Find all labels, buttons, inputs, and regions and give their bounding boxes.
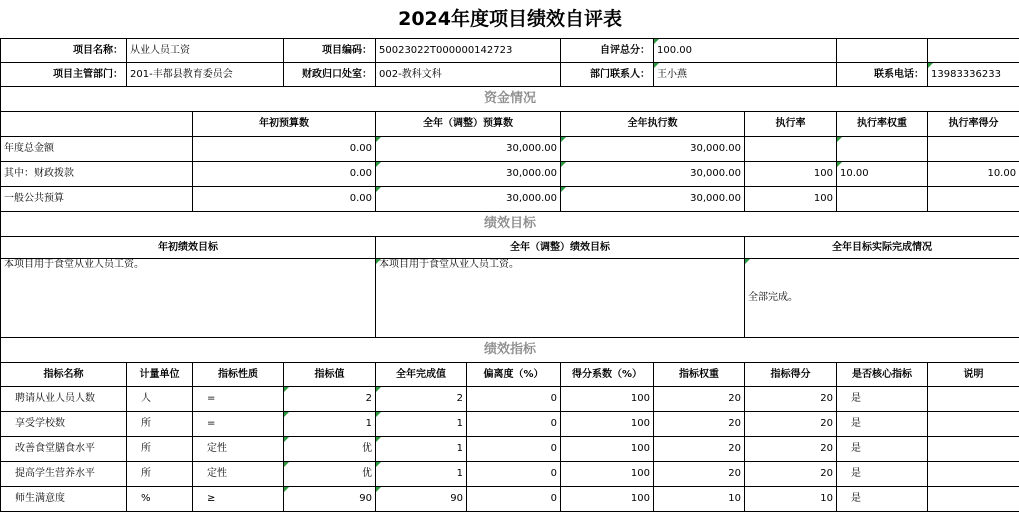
goals-header-row xyxy=(1,237,1019,259)
ind-unit-cell[interactable]: 所 xyxy=(127,412,193,437)
funds-header-weight: 执行率权重 xyxy=(837,112,928,137)
ind-header-unit: 计量单位 xyxy=(127,363,193,387)
goals-adjusted-cell[interactable]: 本项目用于食堂从业人员工资。 xyxy=(376,259,745,338)
dept-cell[interactable]: 201-丰都县教育委员会 xyxy=(127,63,284,87)
funds-adjusted-cell[interactable]: 30,000.00 xyxy=(376,137,561,162)
funds-score-cell[interactable] xyxy=(928,137,1019,162)
ind-header-deviation: 偏离度（%） xyxy=(467,363,561,387)
funds-row xyxy=(1,137,1019,162)
ind-target-cell[interactable]: 2 xyxy=(284,387,376,412)
funds-weight-cell[interactable] xyxy=(837,137,928,162)
empty-cell[interactable] xyxy=(837,39,928,63)
funds-weight-cell[interactable]: 10.00 xyxy=(837,162,928,187)
goals-content-row xyxy=(1,259,1019,338)
funds-executed-cell[interactable]: 30,000.00 xyxy=(561,187,745,212)
ind-name-cell[interactable]: 师生满意度 xyxy=(1,487,127,512)
contact-label: 部门联系人： xyxy=(561,63,654,87)
finance-office-cell[interactable]: 002-教科文科 xyxy=(376,63,561,87)
funds-row-name: 年度总金额 xyxy=(1,137,193,162)
ind-actual-cell[interactable]: 2 xyxy=(376,387,467,412)
project-name-cell[interactable]: 从业人员工资 xyxy=(127,39,284,63)
indicator-row xyxy=(1,462,1019,487)
ind-actual-cell[interactable]: 90 xyxy=(376,487,467,512)
ind-note-cell[interactable] xyxy=(928,487,1019,512)
ind-core-cell[interactable]: 是 xyxy=(837,412,928,437)
funds-header-executed: 全年执行数 xyxy=(561,112,745,137)
ind-score-cell[interactable]: 20 xyxy=(745,387,837,412)
ind-nature-cell[interactable]: 定性 xyxy=(193,462,284,487)
ind-unit-cell[interactable]: 所 xyxy=(127,462,193,487)
phone-label: 联系电话： xyxy=(837,63,928,87)
ind-header-weight: 指标权重 xyxy=(654,363,745,387)
self-score-label: 自评总分： xyxy=(561,39,654,63)
funds-executed-cell[interactable]: 30,000.00 xyxy=(561,137,745,162)
ind-score-cell[interactable]: 10 xyxy=(745,487,837,512)
ind-weight-cell[interactable]: 20 xyxy=(654,412,745,437)
funds-adjusted-cell[interactable]: 30,000.00 xyxy=(376,162,561,187)
ind-target-cell[interactable]: 优 xyxy=(284,462,376,487)
ind-actual-cell[interactable]: 1 xyxy=(376,437,467,462)
funds-initial-cell[interactable]: 0.00 xyxy=(193,162,376,187)
ind-coef-cell[interactable]: 100 xyxy=(561,387,654,412)
info-row-1 xyxy=(1,39,1019,63)
funds-header-initial: 年初预算数 xyxy=(193,112,376,137)
goals-actual-cell[interactable]: 全部完成。 xyxy=(745,259,1019,338)
funds-header-row xyxy=(1,112,1019,137)
funds-header-blank xyxy=(1,112,193,137)
funds-row xyxy=(1,187,1019,212)
indicators-section-title: 绩效指标 xyxy=(1,338,1019,363)
contact-cell[interactable]: 王小燕 xyxy=(654,63,837,87)
ind-note-cell[interactable] xyxy=(928,412,1019,437)
ind-name-cell[interactable]: 提高学生营养水平 xyxy=(1,462,127,487)
ind-actual-cell[interactable]: 1 xyxy=(376,462,467,487)
ind-core-cell[interactable]: 是 xyxy=(837,487,928,512)
project-name-label: 项目名称： xyxy=(1,39,127,63)
empty-cell[interactable] xyxy=(928,39,1019,63)
funds-header-rate: 执行率 xyxy=(745,112,837,137)
goals-header-adjusted: 全年（调整）绩效目标 xyxy=(376,237,745,259)
self-score-cell[interactable]: 100.00 xyxy=(654,39,837,63)
ind-weight-cell[interactable]: 20 xyxy=(654,437,745,462)
project-code-cell[interactable]: 50023022T000000142723 xyxy=(376,39,561,63)
funds-initial-cell[interactable]: 0.00 xyxy=(193,187,376,212)
ind-unit-cell[interactable]: 所 xyxy=(127,437,193,462)
ind-target-cell[interactable]: 优 xyxy=(284,437,376,462)
goals-header-initial: 年初绩效目标 xyxy=(1,237,376,259)
funds-row xyxy=(1,162,1019,187)
ind-note-cell[interactable] xyxy=(928,462,1019,487)
indicator-row xyxy=(1,412,1019,437)
ind-header-nature: 指标性质 xyxy=(193,363,284,387)
funds-section-title: 资金情况 xyxy=(1,87,1019,112)
ind-nature-cell[interactable]: = xyxy=(193,412,284,437)
goals-header-actual: 全年目标实际完成情况 xyxy=(745,237,1019,259)
ind-note-cell[interactable] xyxy=(928,437,1019,462)
ind-weight-cell[interactable]: 20 xyxy=(654,387,745,412)
funds-weight-cell[interactable] xyxy=(837,187,928,212)
ind-name-cell[interactable]: 改善食堂膳食水平 xyxy=(1,437,127,462)
ind-core-cell[interactable]: 是 xyxy=(837,462,928,487)
funds-rate-cell[interactable]: 100 xyxy=(745,187,837,212)
ind-score-cell[interactable]: 20 xyxy=(745,462,837,487)
funds-header-adjusted: 全年（调整）预算数 xyxy=(376,112,561,137)
ind-actual-cell[interactable]: 1 xyxy=(376,412,467,437)
ind-target-cell[interactable]: 1 xyxy=(284,412,376,437)
ind-header-name: 指标名称 xyxy=(1,363,127,387)
phone-cell[interactable]: 13983336233 xyxy=(928,63,1019,87)
ind-header-core: 是否核心指标 xyxy=(837,363,928,387)
ind-unit-cell[interactable]: 人 xyxy=(127,387,193,412)
goals-section-title: 绩效目标 xyxy=(1,212,1019,237)
ind-deviation-cell[interactable]: 0 xyxy=(467,387,561,412)
ind-header-coef: 得分系数（%） xyxy=(561,363,654,387)
ind-coef-cell[interactable]: 100 xyxy=(561,462,654,487)
ind-core-cell[interactable]: 是 xyxy=(837,387,928,412)
ind-header-note: 说明 xyxy=(928,363,1019,387)
funds-score-cell[interactable] xyxy=(928,187,1019,212)
funds-row-name: 其中：财政拨款 xyxy=(1,162,193,187)
ind-score-cell[interactable]: 20 xyxy=(745,412,837,437)
ind-deviation-cell[interactable]: 0 xyxy=(467,412,561,437)
ind-header-score: 指标得分 xyxy=(745,363,837,387)
indicator-row xyxy=(1,387,1019,412)
goals-initial-cell[interactable]: 本项目用于食堂从业人员工资。 xyxy=(1,259,376,338)
info-row-2 xyxy=(1,63,1019,87)
page-title: 2024年度项目绩效自评表 xyxy=(1,0,1019,39)
ind-weight-cell[interactable]: 10 xyxy=(654,487,745,512)
ind-header-target: 指标值 xyxy=(284,363,376,387)
ind-header-actual: 全年完成值 xyxy=(376,363,467,387)
indicator-row xyxy=(1,437,1019,462)
indicator-row xyxy=(1,487,1019,512)
ind-target-cell[interactable]: 90 xyxy=(284,487,376,512)
funds-score-cell[interactable]: 10.00 xyxy=(928,162,1019,187)
funds-row-name: 一般公共预算 xyxy=(1,187,193,212)
project-code-label: 项目编码： xyxy=(284,39,376,63)
dept-label: 项目主管部门： xyxy=(1,63,127,87)
ind-unit-cell[interactable]: % xyxy=(127,487,193,512)
ind-coef-cell[interactable]: 100 xyxy=(561,437,654,462)
ind-nature-cell[interactable]: = xyxy=(193,387,284,412)
funds-initial-cell[interactable]: 0.00 xyxy=(193,137,376,162)
ind-coef-cell[interactable]: 100 xyxy=(561,487,654,512)
funds-rate-cell[interactable] xyxy=(745,137,837,162)
ind-deviation-cell[interactable]: 0 xyxy=(467,437,561,462)
finance-office-label: 财政归口处室： xyxy=(284,63,376,87)
ind-note-cell[interactable] xyxy=(928,387,1019,412)
ind-coef-cell[interactable]: 100 xyxy=(561,412,654,437)
ind-score-cell[interactable]: 20 xyxy=(745,437,837,462)
ind-name-cell[interactable]: 聘请从业人员人数 xyxy=(1,387,127,412)
ind-name-cell[interactable]: 享受学校数 xyxy=(1,412,127,437)
ind-weight-cell[interactable]: 20 xyxy=(654,462,745,487)
ind-nature-cell[interactable]: ≥ xyxy=(193,487,284,512)
funds-header-score: 执行率得分 xyxy=(928,112,1019,137)
ind-core-cell[interactable]: 是 xyxy=(837,437,928,462)
funds-adjusted-cell[interactable]: 30,000.00 xyxy=(376,187,561,212)
funds-rate-cell[interactable]: 100 xyxy=(745,162,837,187)
indicators-header-row xyxy=(1,363,1019,387)
ind-nature-cell[interactable]: 定性 xyxy=(193,437,284,462)
ind-deviation-cell[interactable]: 0 xyxy=(467,487,561,512)
ind-deviation-cell[interactable]: 0 xyxy=(467,462,561,487)
funds-executed-cell[interactable]: 30,000.00 xyxy=(561,162,745,187)
